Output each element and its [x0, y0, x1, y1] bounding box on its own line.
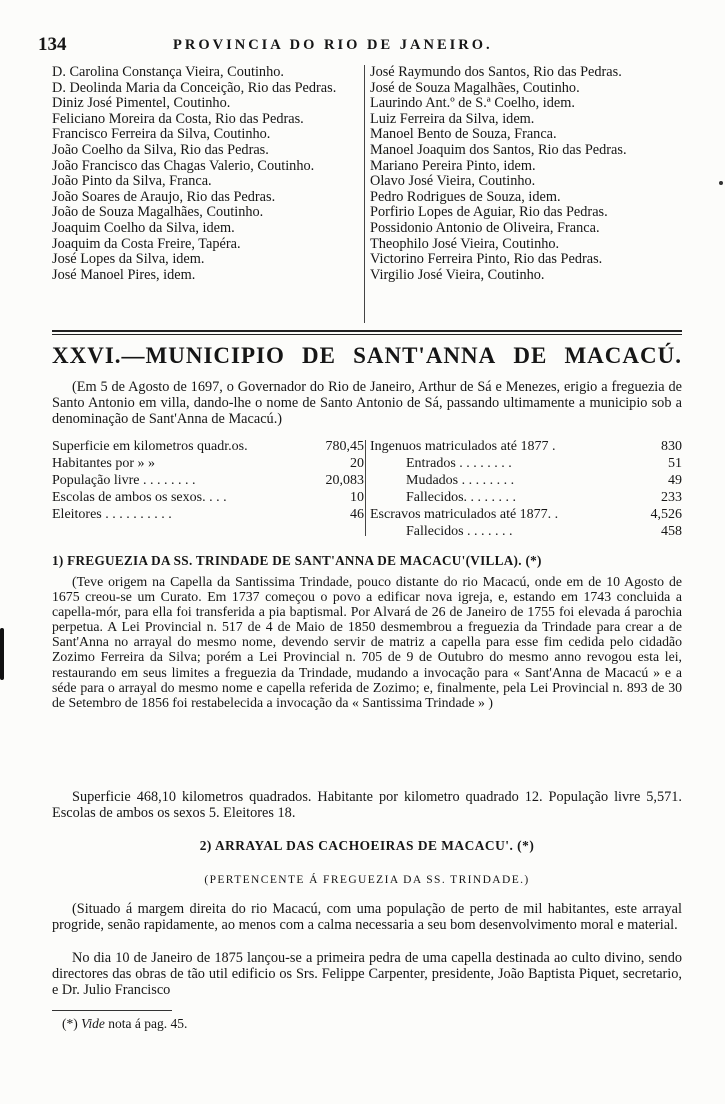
stat-label: Fallecidos. . . . . . . .	[406, 490, 517, 505]
stat-label: Ingenuos matriculados até 1877 .	[370, 439, 556, 454]
stat-label: Fallecidos . . . . . . .	[406, 524, 513, 539]
stat-value: 780,45	[325, 439, 364, 454]
municipality-stats	[52, 438, 682, 540]
page-number: 134	[38, 34, 67, 55]
parish-2-text-2: No dia 10 de Janeiro de 1875 lançou-se a primeira pedra de uma capella destinada ao culto divino, sendo directores das obras de tão util edificio os Srs. Felippe Carpenter, presidente, João Baptista Piquet, secretario, e Dr. Julio Francisco	[52, 950, 682, 998]
stat-row	[52, 489, 364, 506]
stat-value: 51	[668, 456, 682, 471]
stat-row	[370, 472, 682, 489]
name-entry: João Francisco das Chagas Valerio, Coutinho.	[52, 158, 315, 174]
footnote-vide: Vide	[81, 1016, 105, 1031]
parish-2-subheading: (PERTENCENTE Á FREGUEZIA DA SS. TRINDADE.)	[204, 874, 530, 886]
name-entry: Virgilio José Vieira, Coutinho.	[370, 267, 545, 283]
name-entry: D. Deolinda Maria da Conceição, Rio das Pedras.	[52, 80, 337, 96]
name-entry: João Coelho da Silva, Rio das Pedras.	[52, 142, 269, 158]
running-title: PROVINCIA DO RIO DE JANEIRO.	[173, 37, 493, 53]
name-entry: João de Souza Magalhães, Coutinho.	[52, 205, 264, 221]
stat-value: 233	[661, 490, 682, 505]
stat-row	[370, 506, 682, 523]
parish-1-stats: Superficie 468,10 kilometros quadrados. Habitante por kilometro quadrado 12. População livre 5,571. Escolas de ambos os sexos 5. Eleitores 18.	[52, 789, 682, 821]
stat-value: 20	[350, 456, 364, 471]
stat-row	[52, 472, 364, 489]
parish-2-heading: 2) ARRAYAL DAS CACHOEIRAS DE MACACU'. (*)	[199, 838, 535, 853]
name-entry: José Lopes da Silva, idem.	[52, 252, 205, 268]
section-divider	[52, 330, 682, 335]
stats-left-column	[52, 438, 364, 523]
names-left-column	[52, 65, 363, 283]
stat-value: 46	[350, 507, 364, 522]
name-entry: Porfirio Lopes de Aguiar, Rio das Pedras.	[370, 205, 608, 221]
section-intro: (Em 5 de Agosto de 1697, o Governador do Rio de Janeiro, Arthur de Sá e Menezes, erigio a freguezia de Santo Antonio em villa, dando-lhe o nome de Santo Antonio de Sá, passando ultimamente a municipio sob a denominação de Sant'Anna de Macacú.)	[52, 379, 682, 427]
stat-row	[52, 455, 364, 472]
stat-row	[52, 438, 364, 455]
parish-2-text-1: (Situado á margem direita do rio Macacú, com uma população de perto de mil habitantes, este arrayal progride, senão rapidamente, ao menos com a calma necessaria a seu bom desenvolvimento moral e material.	[52, 901, 682, 933]
names-list	[52, 65, 682, 323]
stat-value: 830	[661, 439, 682, 454]
stat-value: 4,526	[650, 507, 682, 522]
stat-label: População livre . . . . . . . .	[52, 473, 196, 488]
name-entry: Victorino Ferreira Pinto, Rio das Pedras.	[370, 252, 603, 268]
stat-value: 10	[350, 490, 364, 505]
stat-row	[52, 506, 364, 523]
name-entry: Olavo José Vieira, Coutinho.	[370, 174, 536, 190]
names-right-column	[370, 65, 682, 283]
name-entry: Diniz José Pimentel, Coutinho.	[52, 96, 231, 112]
stats-right-column	[370, 438, 682, 540]
name-entry: Joaquim Coelho da Silva, idem.	[52, 220, 235, 236]
stat-label: Eleitores . . . . . . . . . .	[52, 507, 172, 522]
stat-label: Escolas de ambos os sexos. . . .	[52, 490, 227, 505]
name-entry: Joaquim da Costa Freire, Tapéra.	[52, 236, 241, 252]
section-title	[52, 343, 682, 369]
name-entry: Feliciano Moreira da Costa, Rio das Pedras.	[52, 111, 304, 127]
name-entry: Francisco Ferreira da Silva, Coutinho.	[52, 127, 271, 143]
name-entry: José de Souza Magalhães, Coutinho.	[370, 80, 580, 96]
stat-value: 49	[668, 473, 682, 488]
name-entry: Manoel Joaquim dos Santos, Rio das Pedras.	[370, 142, 627, 158]
stat-row	[370, 455, 682, 472]
stat-label: Entrados . . . . . . . .	[406, 456, 512, 471]
name-entry: João Pinto da Silva, Franca.	[52, 174, 212, 190]
parish-1-text: (Teve origem na Capella da Santissima Trindade, pouco distante do rio Macacú, onde em de 10 Agosto de 1675 creou-se um Curato. Em 1737 começou o povo a edificar nova igreja, e, estando em 1743 concluida a capella-mór, para ella foi transferida a pia baptismal. Por Alvará de 26 de Janeiro de 1755 foi elevada á parochia perpetua. A Lei Provincial n. 517 de 4 de Maio de 1850 desmembrou a freguezia da Trindade para crear a de Sant'Anna no arrayal do mesmo nome, devendo servir de matriz a capella para esse fim cedida pelo cidadão Zozimo Ferreira da Silva; porém a Lei Provincial n. 705 de 9 de Outubro do mesmo anno revogou esta lei, restaurando em seus limites a freguezia da Trindade, mudando a invocação para « Sant'Anna de Macacú » e a séde para o arrayal do mesmo nome e capella referida de Zozimo; e, finalmente, pela Lei Provincial n. 893 de 30 de Setembro de 1856 foi restabelecida a invocação da « Santissima Trindade » )	[52, 574, 682, 710]
section-title-word: DE	[302, 343, 336, 368]
footnote-mark: (*)	[62, 1016, 78, 1031]
parish-1-heading: 1) FREGUEZIA DA SS. TRINDADE DE SANT'ANNA DE MACACU'(VILLA). (*)	[52, 553, 542, 568]
scan-speck	[719, 181, 723, 185]
name-entry: Laurindo Ant.º de S.ª Coelho, idem.	[370, 96, 575, 112]
footnote-rule	[52, 1010, 172, 1011]
stat-row	[370, 438, 682, 455]
stat-label: Mudados . . . . . . . .	[406, 473, 515, 488]
name-entry: D. Carolina Constança Vieira, Coutinho.	[52, 65, 284, 80]
section-title-word: DE	[513, 343, 548, 368]
name-entry: Manoel Bento de Souza, Franca.	[370, 127, 557, 143]
stat-label: Escravos matriculados até 1877. .	[370, 507, 559, 522]
column-divider	[364, 65, 365, 323]
stat-value: 20,083	[325, 473, 364, 488]
name-entry: Mariano Pereira Pinto, idem.	[370, 158, 536, 174]
section-title-word: MACACÚ.	[564, 343, 682, 368]
stat-value: 458	[661, 524, 682, 539]
section-number: XXVI.—MUNICIPIO	[52, 343, 285, 368]
name-entry: José Manoel Pires, idem.	[52, 267, 196, 283]
name-entry: Pedro Rodrigues de Souza, idem.	[370, 189, 561, 205]
stat-row	[370, 523, 682, 540]
name-entry: João Soares de Araujo, Rio das Pedras.	[52, 189, 276, 205]
footnote-text: nota á pag. 45.	[108, 1016, 188, 1031]
name-entry: José Raymundo dos Santos, Rio das Pedras.	[370, 65, 622, 80]
section-title-word: SANT'ANNA	[353, 343, 497, 368]
column-divider	[365, 440, 366, 536]
name-entry: Theophilo José Vieira, Coutinho.	[370, 236, 560, 252]
stat-label: Habitantes por » »	[52, 456, 156, 471]
page-header	[38, 34, 680, 58]
name-entry: Luiz Ferreira da Silva, idem.	[370, 111, 535, 127]
scan-edge-mark	[0, 628, 4, 680]
name-entry: Possidonio Antonio de Oliveira, Franca.	[370, 220, 600, 236]
stat-row	[370, 489, 682, 506]
footnote	[62, 1016, 187, 1032]
stat-label: Superficie em kilometros quadr.os.	[52, 439, 248, 454]
